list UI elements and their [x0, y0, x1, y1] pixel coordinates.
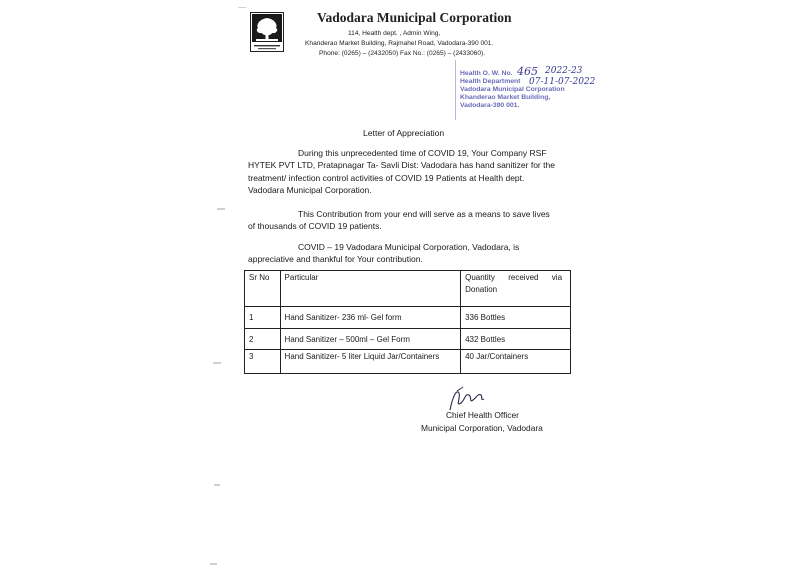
- table-row: [245, 329, 571, 350]
- scan-mark: [238, 7, 246, 8]
- signature-scribble: [445, 385, 490, 413]
- address-line-2: Khanderao Market Building, Rajmahel Road, Vadodara-390 001.: [305, 40, 494, 47]
- stamp-line-2: Health Department: [460, 78, 521, 85]
- address-line-1: 114, Health dept. , Admin Wing,: [348, 30, 441, 37]
- header-sr-no: Sr No: [245, 271, 281, 307]
- paragraph-3-line: COVID – 19 Vadodara Municipal Corporation, Vadodara, is: [298, 242, 520, 252]
- stamp-line-5: Vadodara-390 001.: [460, 102, 520, 109]
- paragraph-1-line: HYTEK PVT LTD, Pratapnagar Ta- Savli Dist: Vadodara has hand sanitizer for the: [248, 160, 555, 171]
- letter-title: Letter of Appreciation: [363, 128, 445, 138]
- row-sr: 2: [245, 329, 281, 350]
- scan-mark: [217, 208, 225, 210]
- header-quantity: [461, 271, 571, 307]
- row-particular: Hand Sanitizer – 500ml – Gel Form: [280, 329, 461, 350]
- paragraph-3: [248, 241, 570, 266]
- table-row: [245, 350, 571, 374]
- stamp-line-3: Vadodara Municipal Corporation: [460, 86, 565, 93]
- stamp-number-handwritten: 465: [517, 65, 538, 78]
- row-sr: 1: [245, 307, 281, 329]
- stamp-date-handwritten: 07-11-07-2022: [529, 77, 596, 87]
- phone-fax-line: Phone: (0265) – (2432050) Fax No.: (0265) – (2433060).: [319, 50, 486, 57]
- row-sr: 3: [245, 350, 281, 374]
- paragraph-1-line: During this unprecedented time of COVID 19, Your Company RSF: [298, 148, 547, 158]
- paragraph-3-line: appreciative and thankful for Your contribution.: [248, 254, 423, 265]
- header-particular: Particular: [280, 271, 461, 307]
- paragraph-2-line: of thousands of COVID 19 patients.: [248, 221, 382, 232]
- stamp-year-handwritten: 2022-23: [545, 66, 583, 76]
- signatory-title: Chief Health Officer: [446, 410, 519, 420]
- stamp-border: [455, 60, 456, 120]
- paragraph-2-line: This Contribution from your end will serve as a means to save lives: [298, 209, 550, 219]
- paragraph-2: [248, 208, 570, 233]
- row-quantity: 40 Jar/Containers: [461, 350, 571, 374]
- paragraph-1-line: treatment/ infection control activities of COVID 19 Patients at Health dept.: [248, 172, 525, 183]
- row-particular: Hand Sanitizer- 236 ml- Gel form: [280, 307, 461, 329]
- paragraph-1: [248, 147, 570, 197]
- signatory-organization: Municipal Corporation, Vadodara: [421, 423, 543, 433]
- paragraph-1-line: Vadodara Municipal Corporation.: [248, 185, 372, 196]
- corporation-name: Vadodara Municipal Corporation: [317, 10, 512, 25]
- donation-table: [244, 270, 571, 374]
- row-particular: Hand Sanitizer- 5 liter Liquid Jar/Containers: [280, 350, 461, 374]
- scan-mark: [214, 484, 220, 486]
- scan-mark: [210, 563, 217, 565]
- table-header-row: [245, 271, 571, 307]
- header-quantity-line-2: Donation: [465, 285, 498, 294]
- corporation-logo: [250, 12, 284, 52]
- scan-mark: [213, 362, 221, 364]
- stamp-line-1: Health O. W. No.: [460, 70, 513, 77]
- row-quantity: 336 Bottles: [461, 307, 571, 329]
- table-row: [245, 307, 571, 329]
- stamp-line-4: Khanderao Market Building,: [460, 94, 551, 101]
- row-quantity: 432 Bottles: [461, 329, 571, 350]
- header-quantity-line-1: Quantity received via: [465, 273, 563, 282]
